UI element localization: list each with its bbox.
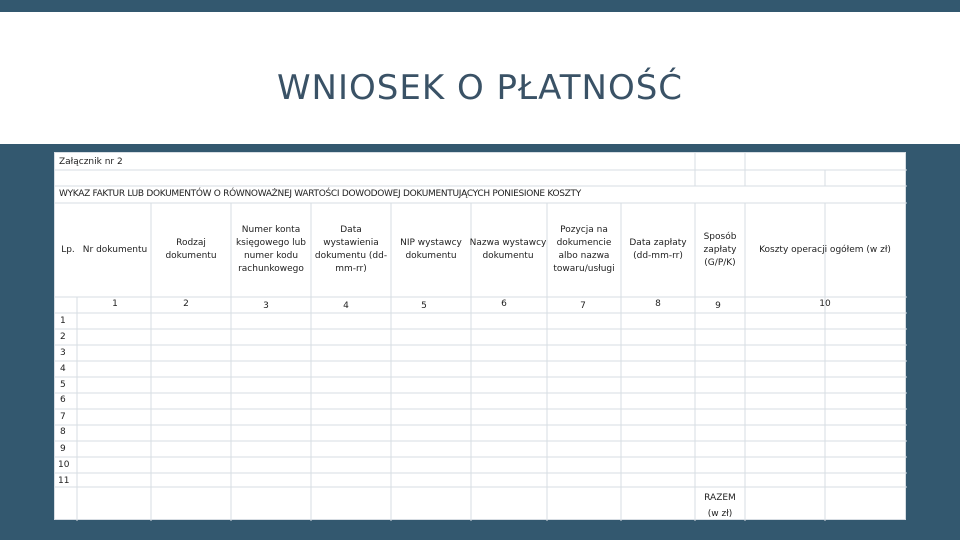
col-header-nip-wystawcy: NIP wystawcy dokumentu bbox=[400, 238, 462, 261]
row-number: 3 bbox=[60, 348, 66, 358]
col-number: 2 bbox=[183, 299, 189, 309]
row-number: 2 bbox=[60, 332, 66, 342]
col-header-pozycja: Pozycja na dokumencie albo nazwa towaru/usługi bbox=[553, 225, 615, 274]
section-title: WYKAZ FAKTUR LUB DOKUMENTÓW O RÓWNOWAŻNEJ WARTOŚCI DOWODOWEJ DOKUMENTUJĄCYCH PONIESIONE KOSZTY bbox=[59, 189, 581, 199]
col-header-numer-konta: Numer konta księgowego lub numer kodu rachunkowego bbox=[235, 225, 307, 274]
row-number: 8 bbox=[60, 427, 66, 437]
row-number: 7 bbox=[60, 412, 66, 422]
col-number: 6 bbox=[501, 299, 507, 309]
col-number: 8 bbox=[655, 299, 661, 309]
col-number: 5 bbox=[421, 301, 427, 311]
form-grid bbox=[55, 153, 907, 521]
col-number: 3 bbox=[263, 301, 269, 311]
total-label: RAZEM bbox=[704, 493, 736, 503]
row-number: 9 bbox=[60, 444, 66, 454]
row-number: 5 bbox=[60, 380, 66, 390]
row-number: 11 bbox=[58, 476, 70, 486]
col-header-lp: Lp. bbox=[61, 244, 75, 255]
col-header-data-wystawienia: Data wystawienia dokumentu (dd-mm-rr) bbox=[314, 225, 388, 274]
row-number: 10 bbox=[58, 460, 70, 470]
row-number: 4 bbox=[60, 364, 66, 374]
col-number: 1 bbox=[112, 299, 118, 309]
col-number: 4 bbox=[343, 301, 349, 311]
col-header-nazwa-wystawcy: Nazwa wystawcy dokumentu bbox=[469, 238, 547, 261]
col-number: 7 bbox=[580, 301, 586, 311]
attachment-label: Załącznik nr 2 bbox=[59, 157, 123, 167]
col-header-rodzaj-dokumentu: Rodzaj dokumentu bbox=[165, 238, 217, 261]
row-number: 1 bbox=[60, 316, 66, 326]
row-number: 6 bbox=[60, 395, 66, 405]
col-number: 9 bbox=[715, 301, 721, 311]
invoice-list-form bbox=[54, 152, 906, 520]
col-header-sposob-zaplaty: Sposób zapłaty (G/P/K) bbox=[703, 231, 737, 268]
slide-title: WNIOSEK O PŁATNOŚĆ bbox=[276, 68, 684, 108]
col-header-data-zaplaty: Data zapłaty (dd-mm-rr) bbox=[629, 238, 687, 261]
col-number: 10 bbox=[819, 299, 831, 309]
col-header-koszty-operacji: Koszty operacji ogółem (w zł) bbox=[759, 244, 891, 255]
total-unit: (w zł) bbox=[707, 509, 733, 519]
col-header-nr-dokumentu: Nr dokumentu bbox=[82, 244, 148, 255]
title-panel bbox=[0, 12, 960, 144]
